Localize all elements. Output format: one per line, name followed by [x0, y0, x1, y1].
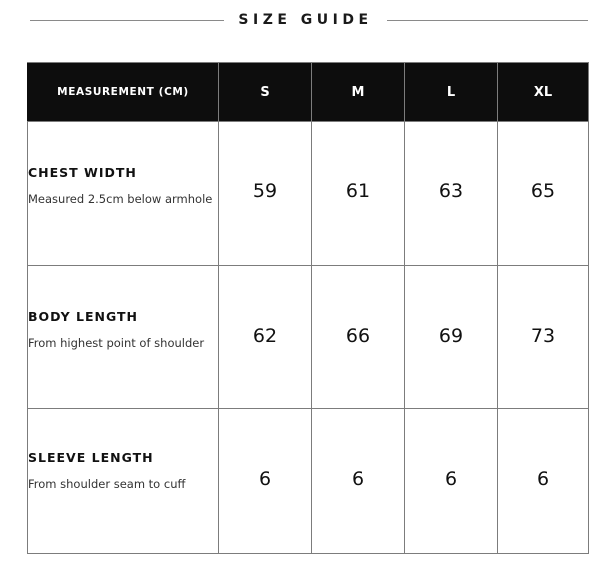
row-description: From shoulder seam to cuff [28, 477, 186, 491]
title-divider-right [387, 20, 588, 21]
row-description: From highest point of shoulder [28, 336, 205, 350]
column-header-size-m: M [312, 63, 405, 122]
column-header-size-xl: XL [498, 63, 589, 122]
row-title: SLEEVE LENGTH [28, 450, 154, 465]
value-cell-l: 6 [405, 409, 498, 554]
value-cell-s: 59 [219, 122, 312, 266]
value-cell-m: 6 [312, 409, 405, 554]
table-row-body-length [28, 266, 589, 409]
table-header-row [28, 63, 589, 122]
row-description: Measured 2.5cm below armhole [28, 192, 213, 206]
value-cell-l: 63 [405, 122, 498, 266]
column-header-size-l: L [405, 63, 498, 122]
value-cell-xl: 65 [498, 122, 589, 266]
value-cell-xl: 73 [498, 266, 589, 409]
row-title: CHEST WIDTH [28, 165, 137, 180]
value-cell-s: 62 [219, 266, 312, 409]
table-row-chest-width [28, 122, 589, 266]
value-cell-m: 61 [312, 122, 405, 266]
title-divider-left [30, 20, 224, 21]
value-cell-s: 6 [219, 409, 312, 554]
size-guide-table [27, 62, 589, 554]
page-title: SIZE GUIDE [238, 12, 373, 28]
value-cell-m: 66 [312, 266, 405, 409]
table-row-sleeve-length [28, 409, 589, 554]
column-header-measurement: MEASUREMENT (CM) [28, 63, 219, 122]
row-title: BODY LENGTH [28, 309, 139, 324]
value-cell-l: 69 [405, 266, 498, 409]
column-header-size-s: S [219, 63, 312, 122]
size-guide-header [0, 0, 612, 44]
row-label-cell [28, 266, 219, 409]
row-label-cell [28, 409, 219, 554]
value-cell-xl: 6 [498, 409, 589, 554]
row-label-cell [28, 122, 219, 266]
